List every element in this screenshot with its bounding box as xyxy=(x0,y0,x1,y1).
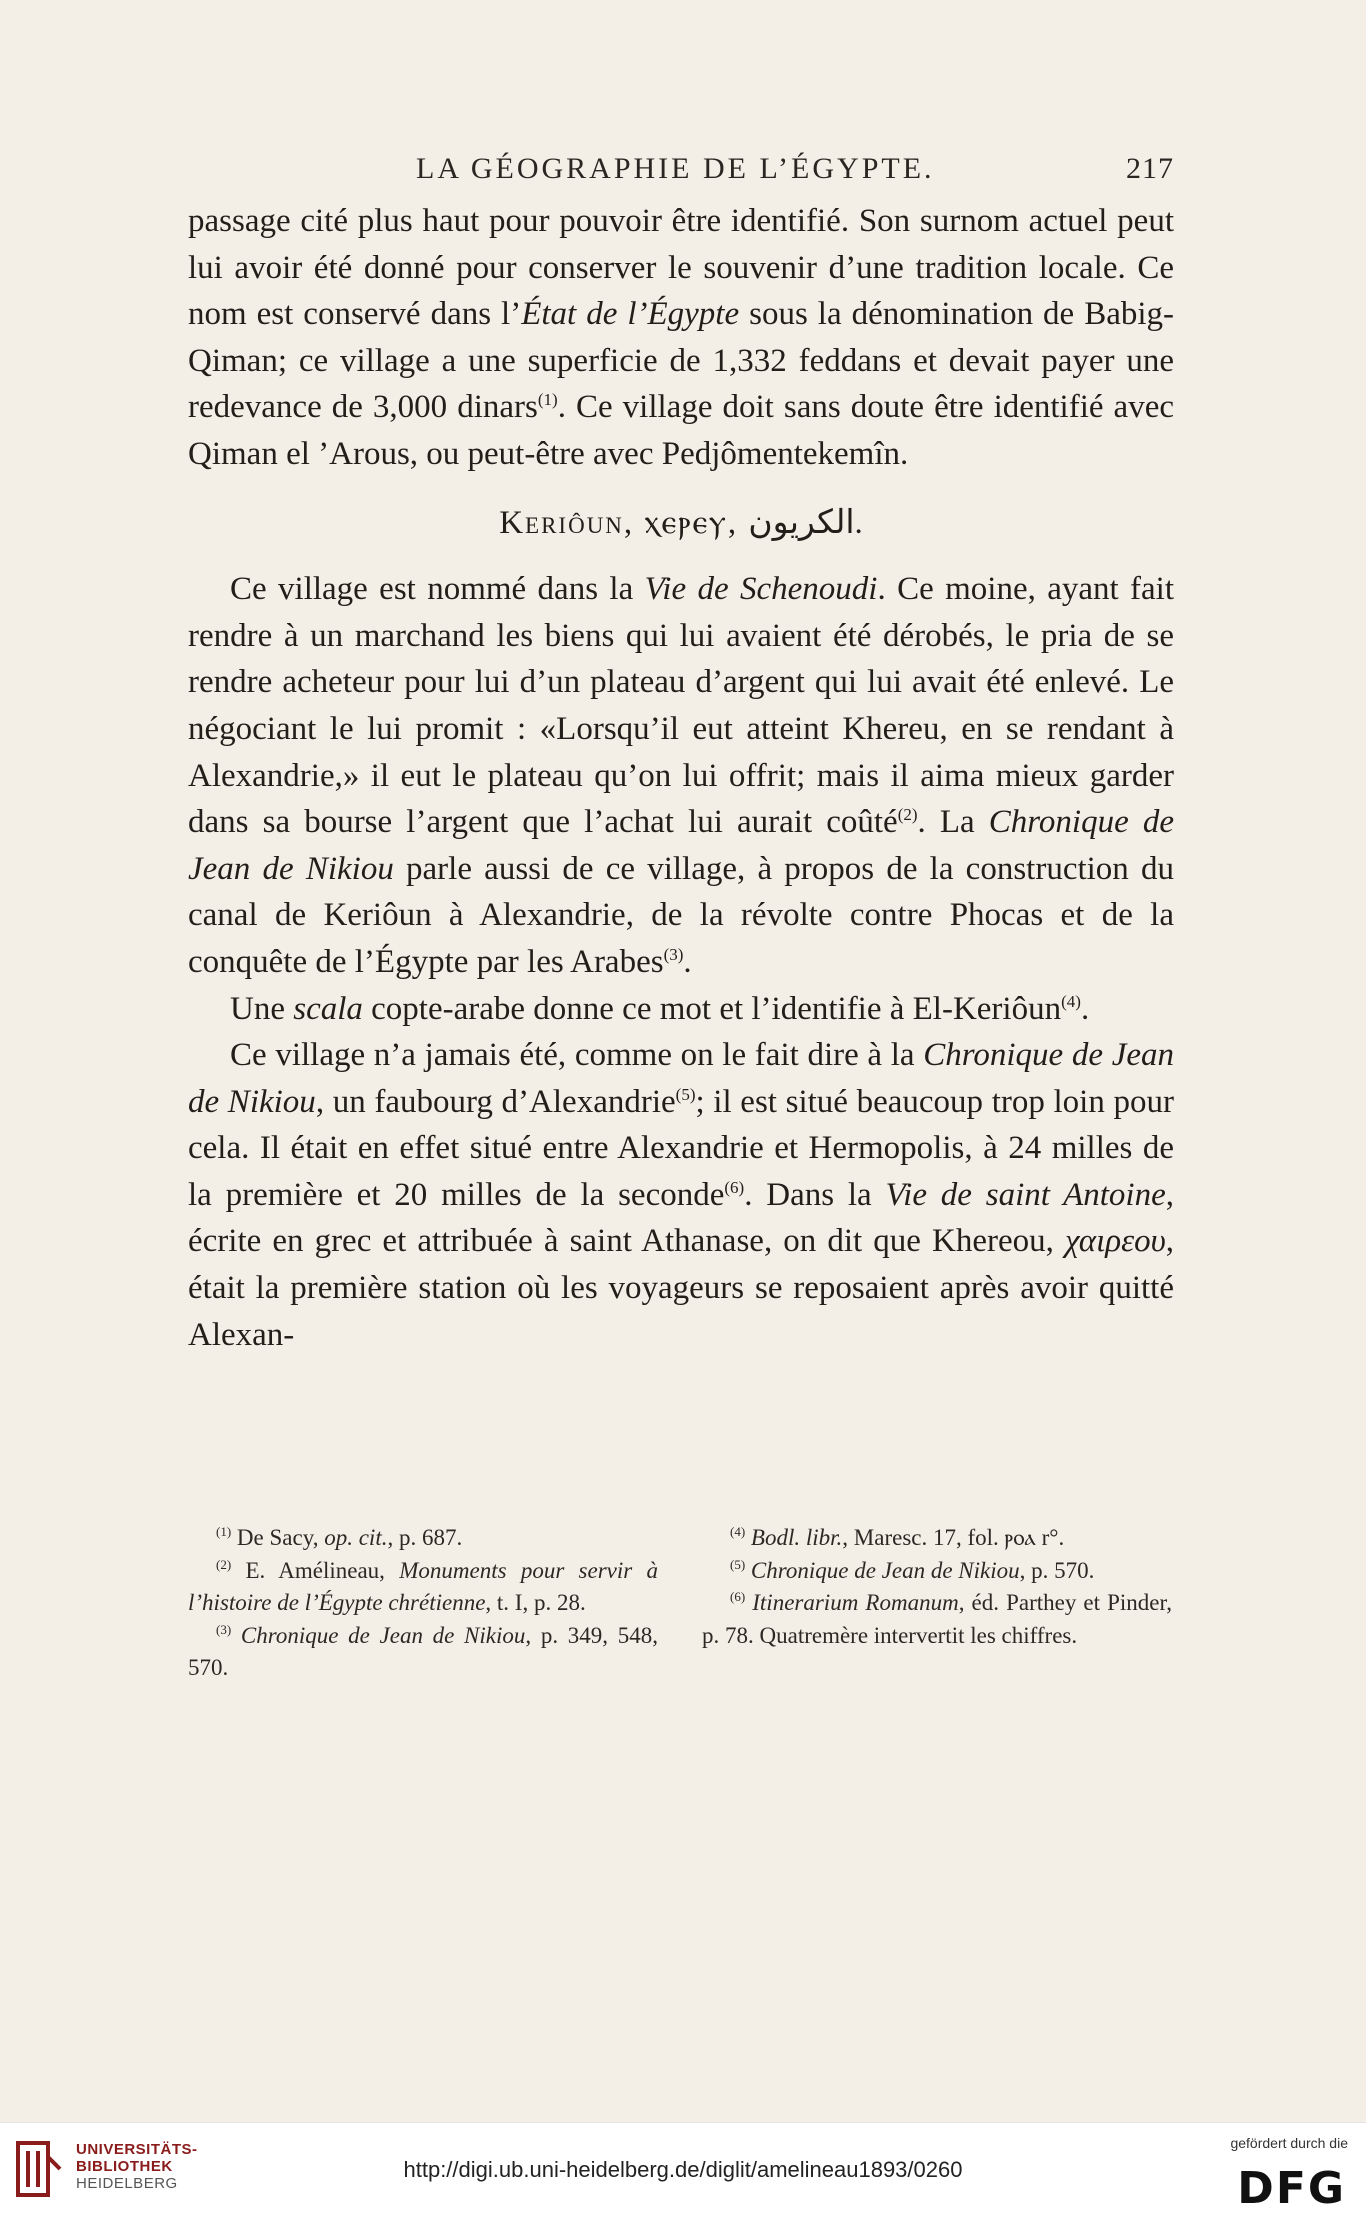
running-title: LA GÉOGRAPHIE DE L’ÉGYPTE. xyxy=(416,152,935,185)
main-text xyxy=(188,198,1174,1358)
footnote-ref-1[interactable]: (1) xyxy=(537,390,558,410)
section-heading: Keriôun, ⲭⲉⲣⲉⲩ, الكريون. xyxy=(499,504,863,541)
arabic-name: الكريون xyxy=(748,504,855,541)
paragraph-3: Une scala copte-arabe donne ce mot et l’identifie à El-Keriôun$^{(4)}$. xyxy=(230,990,1090,1027)
library-name[interactable]: UNIVERSITÄTS- BIBLIOTHEK HEIDELBERG xyxy=(76,2141,198,2192)
page-number: 217 xyxy=(1126,152,1174,185)
footnote-4: $^{(4)}$ Bodl. libr., Maresc. 17, fol. ⲣⲟⲁ r°. xyxy=(730,1524,1065,1550)
footnotes-right-column xyxy=(702,1522,1172,1652)
paragraph-1: passage cité plus haut pour pouvoir être identifié. Son surnom actuel peut lui avoir été donné pour conserver le souvenir d’une tradition locale. Ce nom est conservé dans l’État de l’Égypte sous la dénomination de Babig-Qiman; ce village a une superficie de 1,332 feddans et devait payer une redevance de 3,000 dinars$^{(1)}$. Ce village doit sans doute être identifié avec Qiman el ’Arous, ou peut-être avec Pedjômentekemîn. xyxy=(188,203,1175,472)
footnote-6: $^{(6)}$ Itinerarium Romanum, éd. Parthey et Pinder, p. 78. Quatremère intervertit les chiffres. xyxy=(702,1589,1172,1648)
footnote-ref-3[interactable]: (3) xyxy=(663,944,684,964)
footnote-ref-6[interactable]: (6) xyxy=(724,1177,745,1197)
footnote-ref-5[interactable]: (5) xyxy=(675,1084,696,1104)
library-logo-icon[interactable] xyxy=(14,2137,64,2201)
footnote-2: $^{(2)}$ E. Amélineau, Monuments pour servir à l’histoire de l’Égypte chrétienne, t. I, p. 28. xyxy=(188,1556,658,1615)
footnotes-left-column xyxy=(188,1522,658,1685)
footnote-1: $^{(1)}$ De Sacy, op. cit., p. 687. xyxy=(216,1524,463,1550)
coptic-name: ⲭⲉⲣⲉⲩ xyxy=(644,504,728,541)
funding-note: gefördert durch die xyxy=(1230,2135,1348,2151)
footnote-5: $^{(5)}$ Chronique de Jean de Nikiou, p. 570. xyxy=(730,1556,1095,1583)
footnote-ref-2[interactable]: (2) xyxy=(897,805,918,825)
footnote-3: $^{(3)}$ Chronique de Jean de Nikiou, p. 349, 548, 570. xyxy=(188,1621,658,1680)
footnote-ref-4[interactable]: (4) xyxy=(1061,991,1081,1011)
paragraph-2: Ce village est nommé dans la Vie de Schenoudi. Ce moine, ayant fait rendre à un marchand les biens qui lui avaient été dérobés, le pria de se rendre acheteur pour lui d’un plateau d’argent qui lui avait été enlevé. Le négociant le lui promit : «Lorsqu’il eut atteint Khereu, en se rendant à Alexandrie,» il eut le plateau qu’on lui offrit; mais il aima mieux garder dans sa bourse l’argent que l’achat lui aurait coûté$^{(2)}$. La Chronique de Jean de Nikiou parle aussi de ce village, à propos de la construction du canal de Keriôun à Alexandrie, de la révolte contre Phocas et de la conquête de l’Égypte par les Arabes$^{(3)}$. xyxy=(188,571,1175,980)
greek-word: χαιρεου xyxy=(1064,1223,1166,1260)
viewer-footer xyxy=(0,2122,1366,2221)
permalink[interactable]: http://digi.ub.uni-heidelberg.de/diglit/amelineau1893/0260 xyxy=(403,2157,963,2182)
dfg-logo[interactable]: DFG xyxy=(1237,2163,1346,2214)
paragraph-4: Ce village n’a jamais été, comme on le fait dire à la Chronique de Jean de Nikiou, un faubourg d’Alexandrie$^{(5)}$; il est situé beaucoup trop loin pour cela. Il était en effet situé entre Alexandrie et Hermopolis, à 24 milles de la première et 20 milles de la seconde$^{(6)}$. Dans la Vie de saint Antoine, écrite en grec et attribuée à saint Athanase, on dit que Khereou, χαιρεου, était la première station où les voyageurs se reposaient après avoir quitté Alexan- xyxy=(188,1037,1174,1353)
